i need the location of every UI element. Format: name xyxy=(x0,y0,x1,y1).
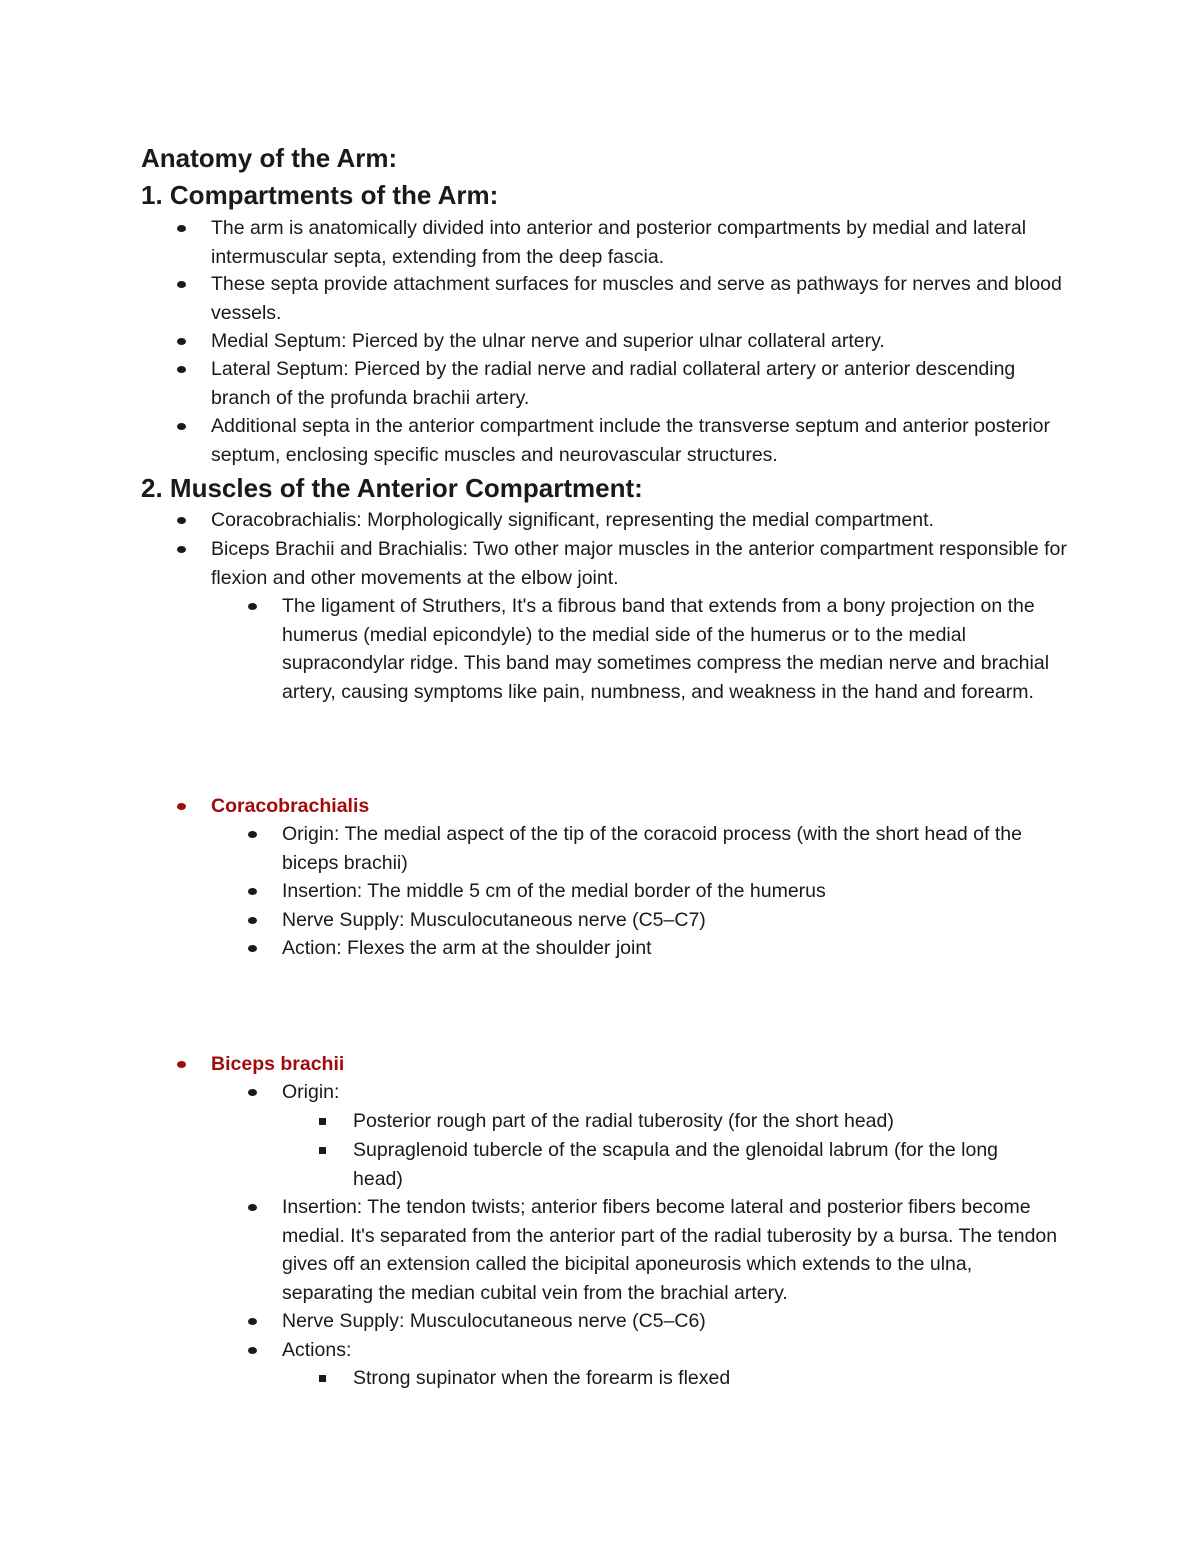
section-heading-anterior: 2. Muscles of the Anterior Compartment: xyxy=(141,473,643,503)
page-title: Anatomy of the Arm: xyxy=(141,143,398,173)
list-item: Supraglenoid tubercle of the scapula and the glenoidal labrum (for the long head) xyxy=(353,1136,1043,1193)
bullet-icon xyxy=(248,1204,257,1211)
square-bullet-icon xyxy=(319,1375,326,1382)
list-item: Insertion: The tendon twists; anterior fibers become lateral and posterior fibers become medial. It's separated from the anterior part of the radial tuberosity by a bursa. The tendon gives off an extension called the bicipital aponeurosis which extends to the ulna, separating the median cubital vein from the brachial artery. xyxy=(282,1193,1062,1307)
list-item: Actions: xyxy=(282,1336,1072,1365)
bullet-icon xyxy=(248,1347,257,1354)
list-item: Insertion: The middle 5 cm of the medial border of the humerus xyxy=(282,877,1072,906)
bullet-icon xyxy=(248,1318,257,1325)
bullet-icon xyxy=(177,546,186,553)
list-item: Lateral Septum: Pierced by the radial nerve and radial collateral artery or anterior descending branch of the profunda brachii artery. xyxy=(211,355,1071,412)
list-item: Coracobrachialis: Morphologically significant, representing the medial compartment. xyxy=(211,506,1071,535)
list-item: Origin: The medial aspect of the tip of the coracoid process (with the short head of the biceps brachii) xyxy=(282,820,1072,877)
list-item: The ligament of Struthers, It's a fibrous band that extends from a bony projection on the humerus (medial epicondyle) to the medial side of the humerus or to the medial supracondylar ridge. This band may sometimes compress the median nerve and brachial artery, causing symptoms like pain, numbness, and weakness in the hand and forearm. xyxy=(282,592,1062,706)
muscle-heading-biceps: Biceps brachii xyxy=(211,1050,1071,1079)
list-item: Medial Septum: Pierced by the ulnar nerve and superior ulnar collateral artery. xyxy=(211,327,1071,356)
list-item: Action: Flexes the arm at the shoulder joint xyxy=(282,934,1072,963)
bullet-icon xyxy=(177,423,186,430)
bullet-icon xyxy=(248,1089,257,1096)
list-item: Strong supinator when the forearm is flexed xyxy=(353,1364,1073,1393)
list-item: Nerve Supply: Musculocutaneous nerve (C5–C7) xyxy=(282,906,1072,935)
bullet-icon xyxy=(177,281,186,288)
bullet-icon xyxy=(177,366,186,373)
bullet-icon xyxy=(248,888,257,895)
bullet-icon xyxy=(248,831,257,838)
list-item: These septa provide attachment surfaces for muscles and serve as pathways for nerves and blood vessels. xyxy=(211,270,1071,327)
list-item: Biceps Brachii and Brachialis: Two other major muscles in the anterior compartment responsible for flexion and other movements at the elbow joint. xyxy=(211,535,1071,592)
section-heading-compartments: 1. Compartments of the Arm: xyxy=(141,180,499,210)
list-item: Nerve Supply: Musculocutaneous nerve (C5–C6) xyxy=(282,1307,1072,1336)
bullet-icon xyxy=(177,225,186,232)
bullet-icon xyxy=(248,603,257,610)
muscle-heading-coracobrachialis: Coracobrachialis xyxy=(211,792,1071,821)
bullet-icon xyxy=(177,517,186,524)
square-bullet-icon xyxy=(319,1118,326,1125)
list-item: The arm is anatomically divided into anterior and posterior compartments by medial and lateral intermuscular septa, extending from the deep fascia. xyxy=(211,214,1071,271)
list-item: Posterior rough part of the radial tuberosity (for the short head) xyxy=(353,1107,1073,1136)
bullet-icon xyxy=(248,945,257,952)
list-item: Origin: xyxy=(282,1078,1072,1107)
bullet-icon xyxy=(177,338,186,345)
bullet-icon xyxy=(177,1061,186,1068)
list-item: Additional septa in the anterior compartment include the transverse septum and anterior posterior septum, enclosing specific muscles and neurovascular structures. xyxy=(211,412,1071,469)
bullet-icon xyxy=(177,803,186,810)
bullet-icon xyxy=(248,917,257,924)
square-bullet-icon xyxy=(319,1147,326,1154)
